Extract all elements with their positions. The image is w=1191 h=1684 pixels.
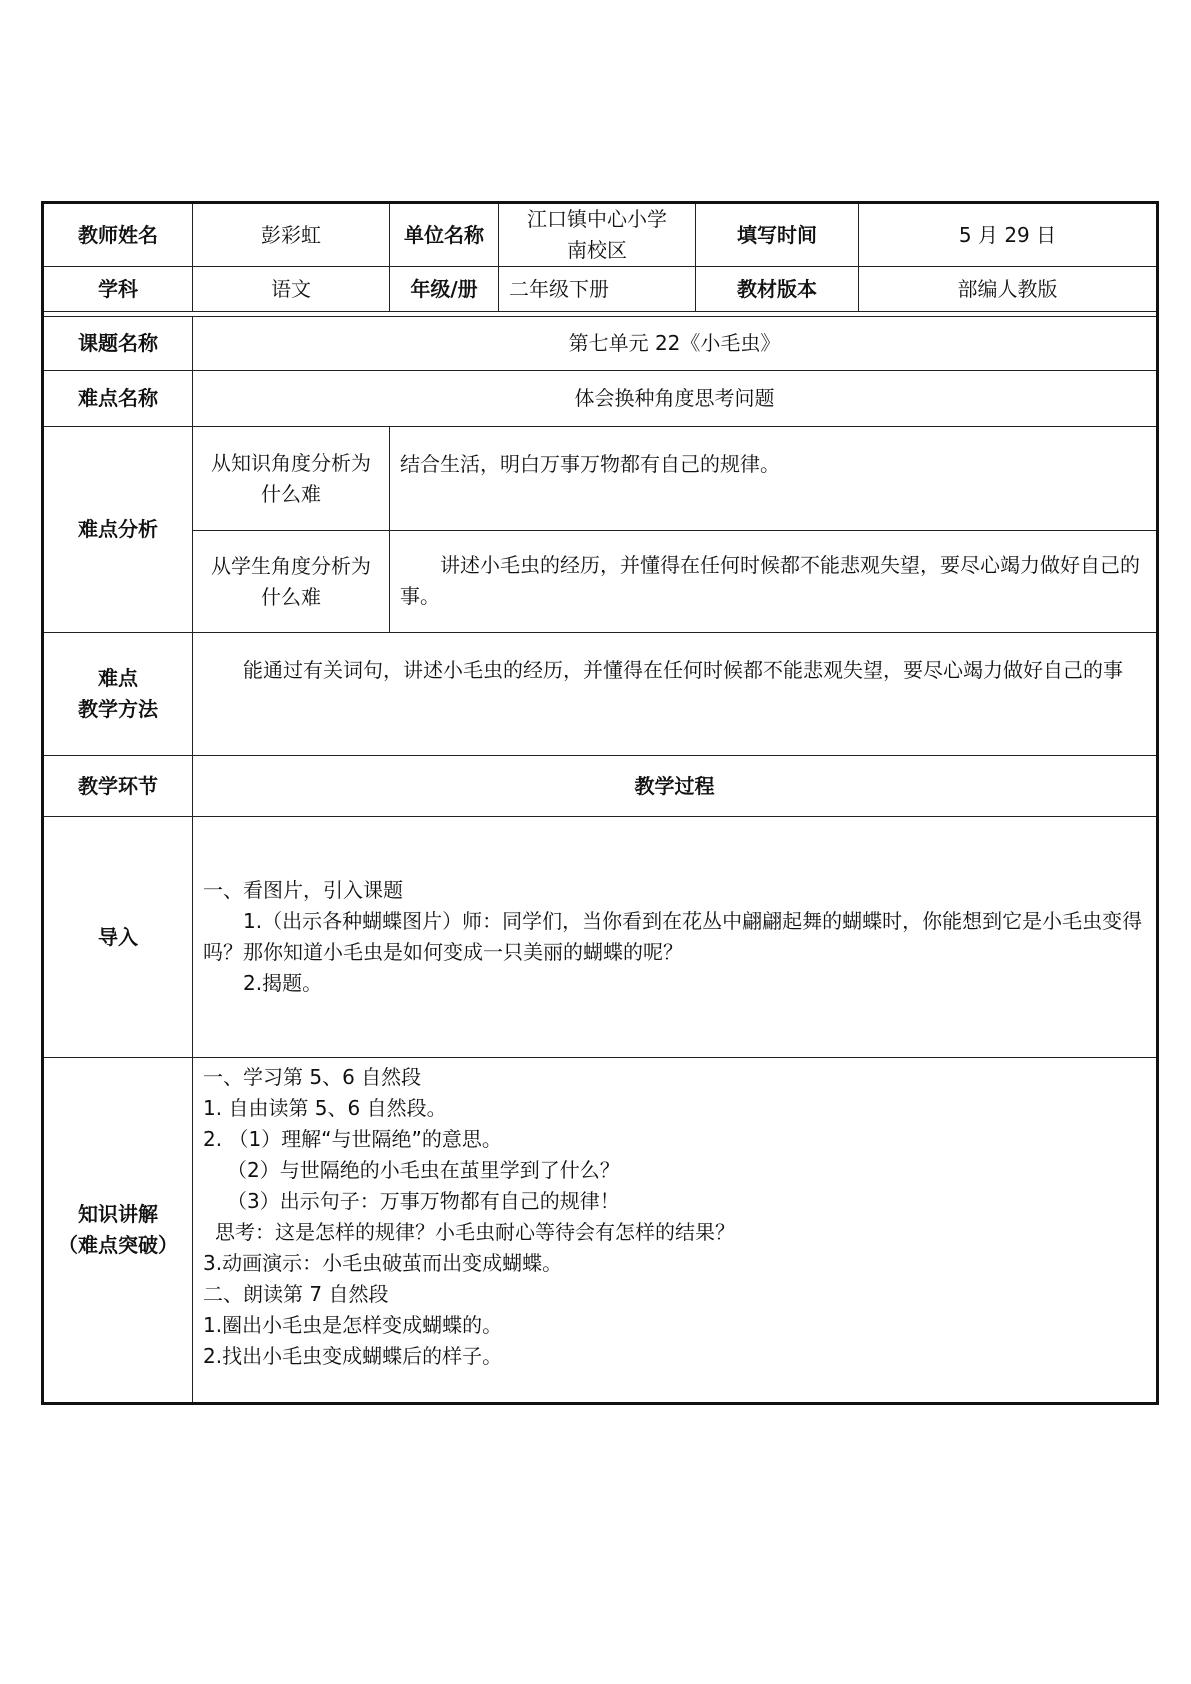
grade-value: 二年级下册: [499, 267, 696, 312]
edition-label: 教材版本: [696, 267, 859, 312]
grade-label: 年级/册: [390, 267, 499, 312]
method-row: [43, 633, 1158, 756]
intro-row: [43, 817, 1158, 1058]
unit-value-line2: 南校区: [567, 238, 627, 262]
method-label-line1: 难点: [98, 666, 138, 690]
header-row-2: [43, 267, 1158, 312]
unit-label: 单位名称: [390, 203, 499, 267]
subject-label: 学科: [43, 267, 193, 312]
knowledge-line-5: （3）出示句子：万事万物都有自己的规律！: [227, 1189, 620, 1213]
topic-label: 课题名称: [43, 317, 193, 371]
knowledge-line-4: （2）与世隔绝的小毛虫在茧里学到了什么？: [227, 1158, 620, 1182]
process-header-row: [43, 756, 1158, 817]
intro-content: [193, 817, 1158, 1058]
knowledge-line-10: 2.找出小毛虫变成蝴蝶后的样子。: [203, 1344, 503, 1368]
knowledge-line-1: 一、学习第 5、6 自然段: [203, 1065, 422, 1089]
subject-value: 语文: [193, 267, 390, 312]
knowledge-line-2: 1. 自由读第 5、6 自然段。: [203, 1096, 447, 1120]
difficulty-label: 难点名称: [43, 371, 193, 427]
intro-label: 导入: [43, 817, 193, 1058]
knowledge-label: [43, 1058, 193, 1404]
intro-line-2: 1.（出示各种蝴蝶图片）师：同学们，当你看到在花丛中翩翩起舞的蝴蝶时，你能想到它是小毛虫变得吗？那你知道小毛虫是如何变成一只美丽的蝴蝶的呢？: [203, 909, 1143, 964]
analysis-student-row: [43, 531, 1158, 633]
analysis-knowledge-row: [43, 427, 1158, 531]
lesson-plan-table: [41, 201, 1159, 1405]
teacher-label: 教师姓名: [43, 203, 193, 267]
student-angle-value: 讲述小毛虫的经历，并懂得在任何时候都不能悲观失望，要尽心竭力做好自己的事。: [390, 531, 1158, 633]
knowledge-line-9: 1.圈出小毛虫是怎样变成蝴蝶的。: [203, 1313, 503, 1337]
method-value: 能通过有关词句，讲述小毛虫的经历，并懂得在任何时候都不能悲观失望，要尽心竭力做好自己的事: [193, 633, 1158, 756]
analysis-label: 难点分析: [43, 427, 193, 633]
knowledge-row: [43, 1058, 1158, 1404]
student-angle-label: 从学生角度分析为什么难: [193, 531, 390, 633]
knowledge-label-line2: （难点突破）: [58, 1233, 178, 1257]
lesson-plan-sheet: [41, 201, 1156, 1405]
process-header-label: 教学过程: [193, 756, 1158, 817]
intro-line-1: 一、看图片，引入课题: [203, 878, 403, 902]
unit-value-line1: 江口镇中心小学: [527, 207, 667, 231]
stage-header-label: 教学环节: [43, 756, 193, 817]
date-label: 填写时间: [696, 203, 859, 267]
knowledge-angle-label: 从知识角度分析为什么难: [193, 427, 390, 531]
teacher-value: 彭彩虹: [193, 203, 390, 267]
edition-value: 部编人教版: [859, 267, 1158, 312]
knowledge-label-line1: 知识讲解: [78, 1202, 158, 1226]
method-label: [43, 633, 193, 756]
knowledge-line-3: 2. （1）理解“与世隔绝”的意思。: [203, 1127, 502, 1151]
knowledge-line-7: 3.动画演示：小毛虫破茧而出变成蝴蝶。: [203, 1251, 563, 1275]
knowledge-line-8: 二、朗读第 7 自然段: [203, 1282, 389, 1306]
header-row-1: [43, 203, 1158, 267]
unit-value: [499, 203, 696, 267]
knowledge-line-6: 思考：这是怎样的规律？小毛虫耐心等待会有怎样的结果？: [215, 1220, 735, 1244]
knowledge-angle-value: 结合生活，明白万事万物都有自己的规律。: [390, 427, 1158, 531]
difficulty-row: [43, 371, 1158, 427]
topic-value: 第七单元 22《小毛虫》: [193, 317, 1158, 371]
intro-line-3: 2.揭题。: [243, 971, 323, 995]
knowledge-content: [193, 1058, 1158, 1404]
difficulty-value: 体会换种角度思考问题: [193, 371, 1158, 427]
topic-row: [43, 317, 1158, 371]
method-label-line2: 教学方法: [78, 697, 158, 721]
date-value: 5 月 29 日: [859, 203, 1158, 267]
